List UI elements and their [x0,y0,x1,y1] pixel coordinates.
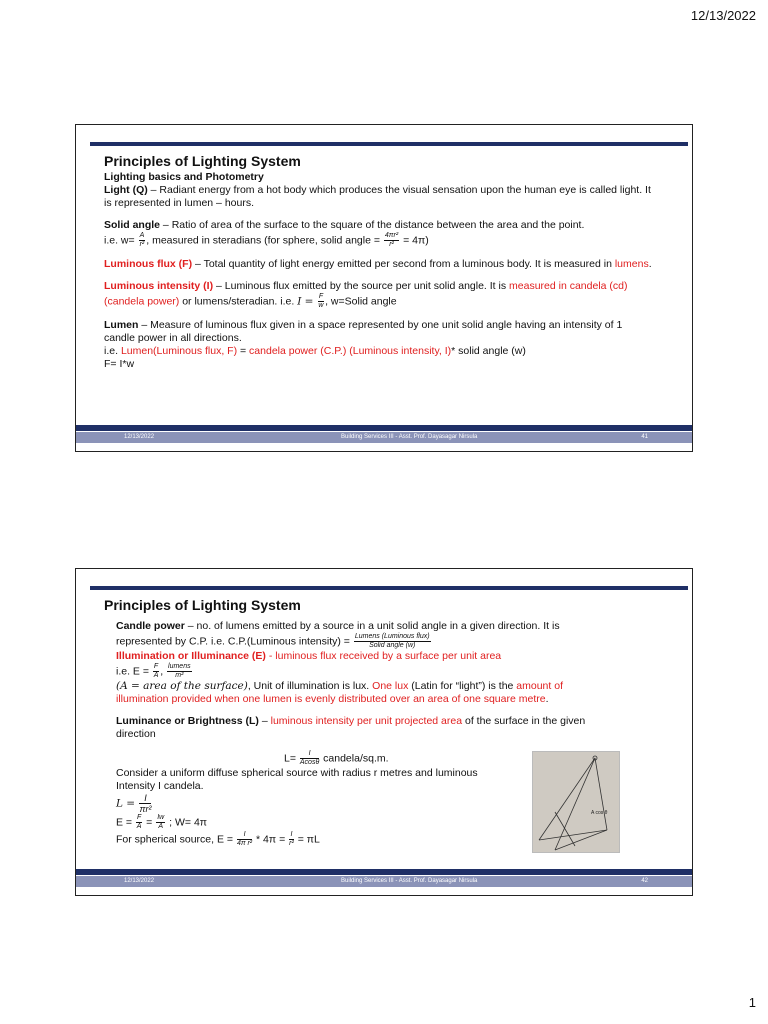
lux-definition: (A = area of the surface), Unit of illumination is lux. One lux (Latin for “light”) is the amount of illumination provided when one lumen is evenly distributed over an area of one square metre. [116,680,563,705]
candle-power-term: Candle power [116,620,185,632]
luminous-flux-term: Luminous flux (F) [104,258,193,270]
slide-subtitle: Lighting basics and Photometry [104,171,264,183]
footer-date: 12/13/2022 [124,878,155,884]
luminance-formula: L= $\frac{I}{Acos\theta}$ candela/sq.m. [284,750,389,766]
fraction: $\frac{\text{4πr²}}{\text{r²}}$ [384,232,399,248]
illumination-formula: i.e. E = $\frac{F}{A}$ , lumens m² [116,663,191,679]
slide-body [104,171,654,371]
candle-power-definition: Candle power – no. of lumens emitted by a source in a unit solid angle in a given direction. It is represented by C.P. i.e. C.P.(Luminous intensity) = Lumens (Luminous flux) Solid angle (w) [116,620,560,649]
fraction: $\frac{A}{\text{r²}}$ [139,232,145,248]
e-formula: E = $\frac{F}{A}$ = $\frac{Iw}{A}$ ; W= 4π [116,814,208,830]
slide-2 [75,568,693,896]
lumen-formula: i.e. Lumen(Luminous flux, F) = candela power (C.P.) (Luminous intensity, I)* solid angle (w) [104,345,526,357]
solid-angle-term: Solid angle [104,219,161,231]
solid-angle-definition [104,219,654,232]
footer-course: Building Services III - Asst. Prof. Dayasagar Nirsula [341,434,478,440]
luminous-flux-text: – Total quantity of light energy emitted per second from a luminous body. It is measured in [192,258,615,270]
lumen-definition [104,319,654,345]
slide-top-bar [90,586,688,590]
fraction: Lumens (Luminous flux) Solid angle (w) [354,633,430,649]
lumen-text: – Measure of luminous flux given in a space represented by one unit solid angle having an intensity of 1 candle power in all directions. [104,319,623,344]
flux-formula: F= I*w [104,358,135,370]
page-date: 12/13/2022 [690,8,756,23]
slide-top-bar [90,142,688,146]
footer-course: Building Services III - Asst. Prof. Dayasagar Nirsula [341,878,478,884]
slide-title: Principles of Lighting System [104,597,301,613]
illumination-definition: Illumination or Illuminance (E) - luminous flux received by a surface per unit area [116,650,502,662]
light-term: Light (Q) [104,184,148,196]
luminous-intensity-text: – Luminous flux emitted by the source per unit solid angle. It is [213,280,510,292]
light-definition [104,184,654,210]
luminance-term: Luminance or Brightness (L) [116,715,259,727]
consider-text: Consider a uniform diffuse spherical source with radius r metres and luminous Intensity I candela. [116,767,478,792]
luminous-flux-unit: lumens [614,258,649,270]
luminous-intensity-definition: Luminous intensity (I) – Luminous flux emitted by the source per unit solid angle. It is measured in candela (cd) (candela power) or lumens/steradian. i.e. I = $\frac{F}{w}$ , w=Solid angle [104,280,628,309]
solid-angle-formula [104,232,654,249]
page-number: 1 [748,995,756,1010]
illumination-term: Illumination or Illuminance (E) [116,650,266,662]
cone-diagram [533,752,619,852]
lumen-term: Lumen [104,319,139,331]
l-formula: L = $\frac{I}{\text{πr²}}$ [116,793,152,814]
slide-title: Principles of Lighting System [104,153,301,169]
luminous-intensity-unit: measured in candela (cd) (candela power) [104,280,628,308]
footer-page: 42 [641,878,648,884]
slide-footer [76,425,692,443]
light-text: – Radiant energy from a hot body which produces the visual sensation upon the human eye is called light. It is represented in lumen – hours. [104,184,651,209]
a-cos-label: A cos θ [591,810,608,816]
formula-text: , measured in steradians (for sphere, solid angle = [146,234,383,247]
luminous-flux-definition: Luminous flux (F) – Total quantity of light energy emitted per second from a luminous body. It is measured in lumens. [104,258,652,270]
fraction: $\frac{F}{w}$ [318,293,324,309]
spherical-formula: For spherical source, E = $\frac{I}{\text{4π r²}}$ * 4π = $\frac{I}{\text{r²}}$ = πL [116,831,320,847]
footer-page: 41 [641,434,648,440]
solid-angle-text: – Ratio of area of the surface to the square of the distance between the area and the point. [160,219,585,231]
footer-date: 12/13/2022 [124,434,155,440]
slide-footer [76,869,692,887]
formula-text: i.e. w= [104,234,138,247]
luminous-intensity-term: Luminous intensity (I) [104,280,214,292]
luminance-diagram-photo [532,751,620,853]
slide-1 [75,124,693,452]
luminance-definition: Luminance or Brightness (L) – luminous intensity per unit projected area of the surface in the given direction [116,715,586,740]
formula-text: = 4π) [400,234,429,247]
